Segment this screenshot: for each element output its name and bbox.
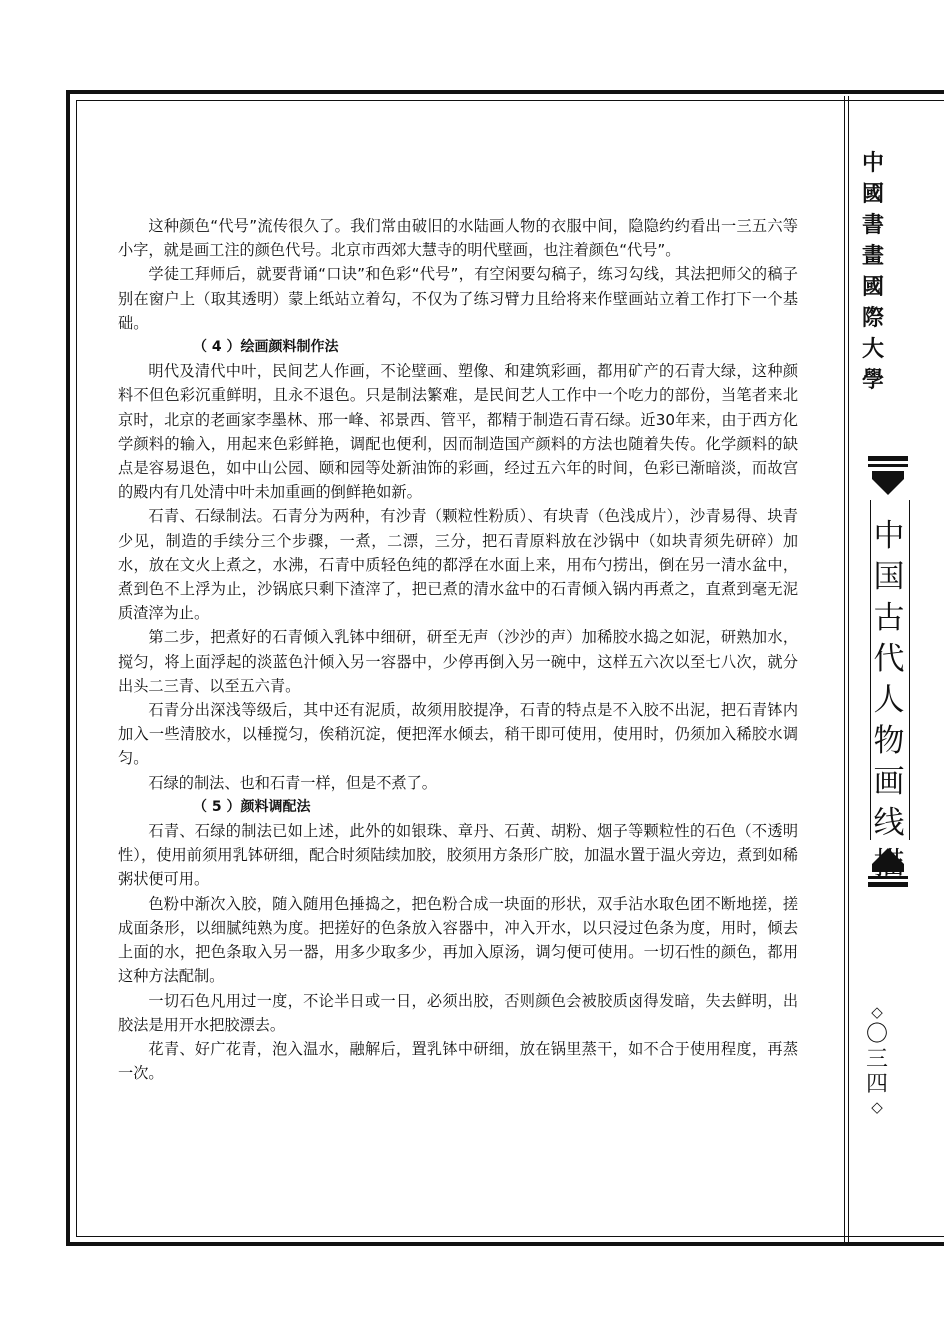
page-number	[862, 1002, 892, 1117]
paragraph: 第二步，把煮好的石青倾入乳钵中细研，研至无声（沙沙的声）加稀胶水捣之如泥，研熟加水，搅匀，将上面浮起的淡蓝色汁倾入另一容器中，少停再倒入另一碗中，这样五六次以至七八次，就分出头二三青、以至五六青。	[118, 628, 798, 695]
title-bar-bottom-thin	[868, 876, 908, 879]
book-title	[870, 516, 908, 885]
vertical-char: 代	[873, 641, 905, 677]
vertical-char: 画	[873, 764, 905, 800]
vertical-char: 国	[873, 559, 905, 595]
paragraph: 学徒工拜师后，就要背诵“口诀”和色彩“代号”，有空闲要勾稿子，练习勾线，其法把师父的稿子别在窗户上（取其透明）蒙上纸站立着勾，不仅为了练习臂力且给将来作壁画站立着工作打下一个基础。	[118, 265, 798, 332]
section-heading: （ 4 ）绘画颜料制作法	[193, 339, 339, 356]
body-text	[118, 214, 798, 1085]
vertical-char: 三	[865, 1047, 888, 1072]
paragraph: 花青、好广花青，泡入温水，融解后，置乳钵中研细，放在锅里蒸干，如不合于使用程度，再蒸一次。	[118, 1039, 798, 1083]
vertical-char: 人	[873, 682, 905, 718]
vertical-char: 大	[861, 337, 884, 362]
title-cap-bottom-ornament	[872, 846, 904, 872]
paragraph: 石青、石绿的制法已如上述，此外的如银珠、章丹、石黄、胡粉、烟子等颗粒性的石色（不透明性），使用前须用乳钵研细，配合时须陆续加胶，胶须用方条形广胶，加温水置于温火旁边，煮到如稀粥状便可用。	[118, 822, 798, 889]
paragraph: 石青分出深浅等级后，其中还有泥质，故须用胶提净，石青的特点是不入胶不出泥，把石青钵内加入一些清胶水，以棰搅匀，俟稍沉淀，便把浑水倾去，稍干即可使用，使用时，仍须加入稀胶水调匀。	[118, 701, 798, 768]
title-bar-bottom	[868, 882, 908, 887]
vertical-char: 國	[861, 182, 884, 207]
vertical-char: 際	[861, 306, 884, 331]
vertical-char: 書	[861, 213, 884, 238]
margin-rule-inner	[848, 96, 849, 1246]
paragraph: 石青、石绿制法。石青分为两种，有沙青（颗粒性粉质）、有块青（色浅成片），沙青易得、块青少见，制造的手续分三个步骤，一煮，二漂，三分，把石青原料放在沙锅中（如块青须先研碎）加水，放在文火上煮之，水沸，石青中质轻色纯的都浮在水面上来，用布勺捞出，倒在另一清水盆中，煮到色不上浮为止，沙锅底只剩下渣滓了，把已煮的清水盆中的石青倾入锅内再煮之，直煮到毫无泥质渣滓为止。	[118, 507, 798, 623]
vertical-char: 物	[873, 723, 905, 759]
title-bar-top-thin	[868, 464, 908, 467]
paragraph: 一切石色凡用过一度，不论半日或一日，必须出胶，否则颜色会被胶质卤得发暗，失去鲜明，出胶法是用开水把胶漂去。	[118, 991, 798, 1034]
diamond-icon: ◇	[871, 1098, 883, 1116]
diamond-icon: ◇	[871, 1003, 883, 1021]
paragraph: 色粉中渐次入胶，随入随用色捶捣之，把色粉合成一块面的形状，双手沾水取色团不断地搓，搓成面条形，以细腻纯熟为度。把搓好的色条放入容器中，冲入开水，以只浸过色条为度，用时，倾去上面的水，把色条取入另一器，用多少取多少，再加入原汤，调匀便可使用。一切石性的颜色，都用这种方法配制。	[118, 894, 798, 986]
title-bar-top	[868, 456, 908, 461]
paragraph: 石绿的制法、也和石青一样，但是不煮了。	[148, 773, 437, 792]
vertical-char: 古	[873, 600, 905, 636]
vertical-char: 四	[865, 1072, 888, 1097]
vertical-char: 中	[873, 518, 905, 554]
vertical-char: 线	[873, 805, 905, 841]
paragraph: 明代及清代中叶，民间艺人作画，不论壁画、塑像、和建筑彩画，都用矿产的石青大绿，这种颜料不但色彩沉重鲜明，且永不退色。只是制法繁难，是民间艺人工作中一个吃力的部份，当笔者来北京时，北京的老画家李墨林、邢一峰、祁景西、管平，都精于制造石青石绿。近30年来，由于西方化学颜料的输入，用起来色彩鲜艳，调配也便利，因而制造国产颜料的方法也随着失传。化学颜料的缺点是容易退色，如中山公园、颐和园等处新油饰的彩画，经过五六年的时间，色彩已渐暗淡，而故宫的殿内有几处清中叶未加重画的倒鲜艳如新。	[118, 362, 798, 502]
vertical-char: 〇	[865, 1022, 888, 1047]
vertical-char: 學	[861, 368, 884, 393]
vertical-char: 中	[861, 151, 884, 176]
side-label	[858, 148, 888, 396]
paragraph: 这种颜色“代号”流传很久了。我们常由破旧的水陆画人物的衣服中间，隐隐约约看出一三五六等小字，就是画工注的颜色代号。北京市西郊大慧寺的明代壁画，也注着颜色“代号”。	[118, 217, 798, 260]
margin-rule	[844, 96, 845, 1246]
page-number-text	[866, 1022, 888, 1097]
vertical-char: 國	[861, 275, 884, 300]
title-cap-top-ornament	[872, 471, 904, 497]
vertical-char: 畫	[861, 244, 884, 269]
section-heading: （ 5 ）颜料调配法	[193, 798, 311, 815]
